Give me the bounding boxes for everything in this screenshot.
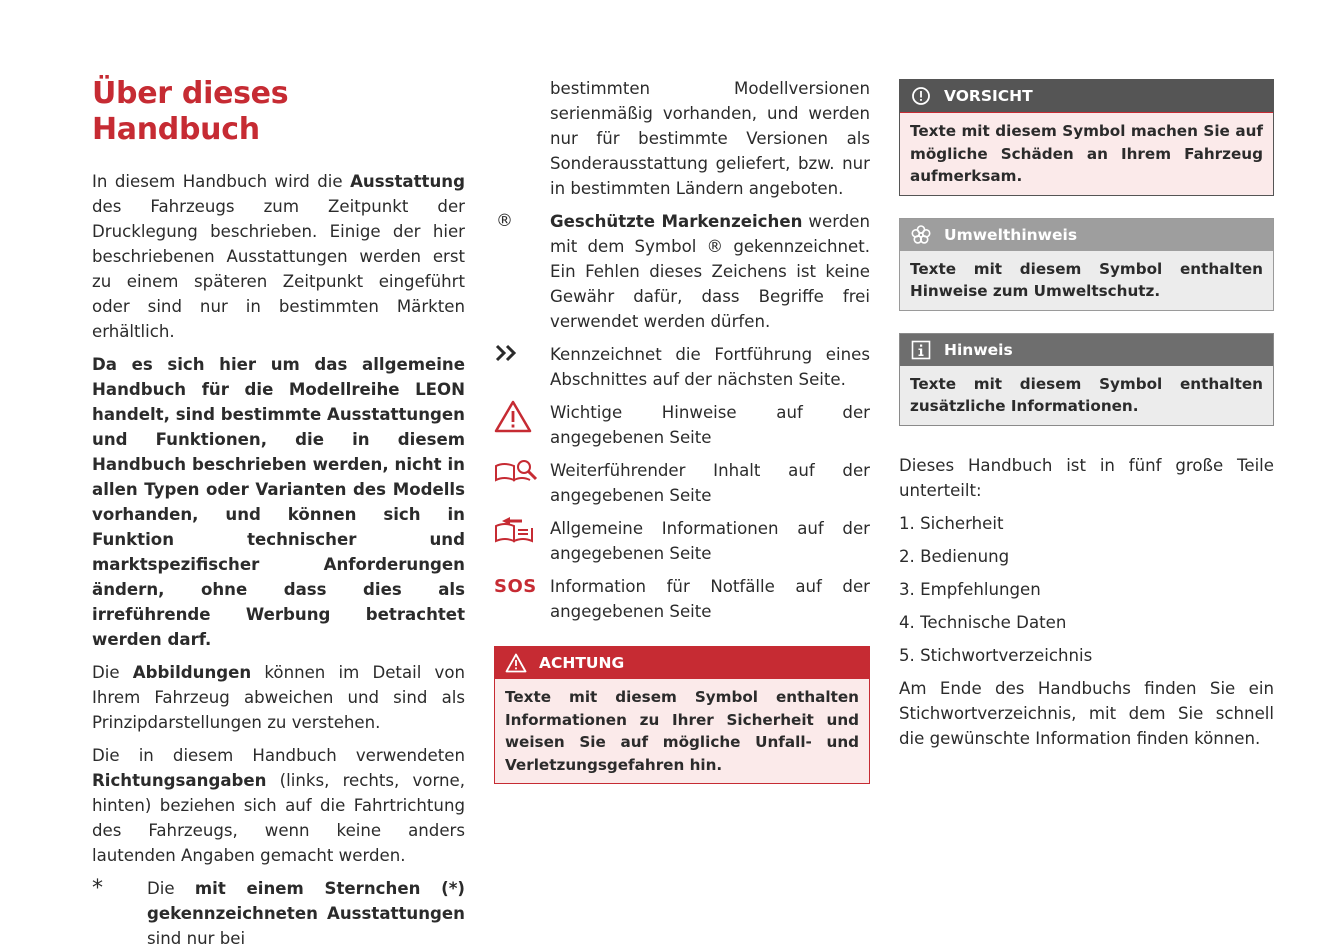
paragraph-illustrations bbox=[92, 660, 465, 735]
notice-header bbox=[495, 647, 869, 679]
list-item: 1. Sicherheit bbox=[899, 513, 1004, 533]
notice-text: Texte mit diesem Symbol machen Sie auf mögliche Schäden an Ihrem Fahrzeug aufmerksam. bbox=[900, 112, 1273, 195]
list-item: 5. Stichwortverzeichnis bbox=[899, 645, 1093, 665]
column-middle bbox=[494, 76, 870, 806]
notice-header bbox=[900, 80, 1273, 112]
notice-box-hinweis bbox=[899, 333, 1274, 426]
notice-text: Texte mit diesem Symbol enthalten Hinweise zum Umweltschutz. bbox=[900, 251, 1273, 310]
notice-header bbox=[900, 334, 1273, 366]
bold-text: mit einem Sternchen (*) gekennzeichneten Ausstattungen bbox=[147, 879, 465, 923]
info-icon bbox=[910, 339, 932, 361]
bold-text: Da es sich hier um das allgemeine Handbuch für die Modellreihe LEON handelt, sind bestimmte Ausstattungen und Funktionen, die in diesem Handbuch beschrieben werden, nicht in allen Typen oder Varianten des Modells vorhanden, und können sich in Funktion technischer und marktspezifischer Anforderungen ändern, ohne dass dies als irreführende Werbung betrachtet werden darf. bbox=[92, 355, 465, 649]
registered-icon bbox=[494, 209, 550, 234]
symbol-description: Weiterführender Inhalt auf der angegebenen Seite bbox=[550, 461, 870, 505]
paragraph-general-manual bbox=[92, 352, 465, 652]
list-item: 2. Bedienung bbox=[899, 546, 1010, 566]
asterisk-item bbox=[92, 876, 465, 951]
notice-box-achtung bbox=[494, 646, 870, 784]
symbol-row-warning bbox=[494, 400, 870, 450]
text: In diesem Handbuch wird die bbox=[92, 172, 351, 191]
notice-text: Texte mit diesem Symbol enthalten zusätzliche Informationen. bbox=[900, 366, 1273, 425]
asterisk-text bbox=[147, 876, 465, 951]
notice-header bbox=[900, 219, 1273, 251]
asterisk-icon: * bbox=[92, 876, 103, 901]
notice-label: VORSICHT bbox=[944, 87, 1033, 105]
warning-triangle-icon bbox=[494, 400, 550, 434]
flower-icon bbox=[910, 224, 932, 246]
asterisk-text-continued: bestimmten Modellversionen serienmäßig vorhanden, und werden nur für bestimmte Versionen als Sonderausstattung geliefert, bzw. nur in bestimmten Ländern angeboten. bbox=[550, 79, 870, 198]
symbol-row-further-content bbox=[494, 458, 870, 508]
text: des Fahrzeugs zum Zeitpunkt der Drucklegung beschrieben. Einige der hier beschriebenen Ausstattungen werden erst zu einem späteren Zeitpunkt eingeführt oder sind nur in bestimmten Märkten erhältlich. bbox=[92, 197, 465, 341]
book-arrow-svg bbox=[494, 516, 540, 544]
book-arrow-icon bbox=[494, 516, 550, 541]
sos-glyph: SOS bbox=[494, 576, 537, 597]
symbol-description: Information für Notfälle auf der angegebenen Seite bbox=[550, 577, 870, 621]
exclamation-circle-icon bbox=[910, 85, 932, 107]
registered-glyph: ® bbox=[496, 211, 513, 231]
info-svg bbox=[911, 340, 931, 360]
parts-list bbox=[899, 511, 1274, 668]
notice-box-vorsicht bbox=[899, 79, 1274, 196]
flower-svg bbox=[910, 224, 932, 246]
notice-text: Texte mit diesem Symbol enthalten Informationen zu Ihrer Sicherheit und weisen Sie auf mögliche Unfall- und Verletzungsgefahren hin. bbox=[495, 679, 869, 783]
symbol-row-general-info bbox=[494, 516, 870, 566]
chevron-svg bbox=[494, 342, 520, 364]
symbol-description: Kennzeichnet die Fortführung eines Abschnittes auf der nächsten Seite. bbox=[550, 345, 870, 389]
notice-label: Hinweis bbox=[944, 340, 1013, 359]
text: Die bbox=[147, 879, 195, 898]
exclamation-circle-svg bbox=[911, 86, 931, 106]
page-title: Über dieses Handbuch bbox=[92, 76, 289, 147]
symbol-row-emergency bbox=[494, 574, 870, 624]
notice-label: Umwelthinweis bbox=[944, 225, 1078, 244]
text: Die bbox=[92, 663, 133, 682]
text: können im Detail von Ihrem Fahrzeug abweichen und sind als Prinzipdarstellungen zu verstehen. bbox=[92, 663, 465, 732]
text: (links, rechts, vorne, hinten) beziehen sich auf die Fahrtrichtung des Fahrzeugs, wenn keine anders lautenden Angaben gemacht werden. bbox=[92, 771, 465, 865]
symbol-row-registered bbox=[494, 209, 870, 334]
text: werden mit dem Symbol ® gekennzeichnet. Ein Fehlen dieses Zeichens ist keine Gewähr dafür, dass Begriffe frei verwendet werden dürfen. bbox=[550, 212, 870, 331]
column-right bbox=[899, 79, 1274, 759]
bold-text: Richtungsangaben bbox=[92, 771, 267, 790]
list-item: 3. Empfehlungen bbox=[899, 579, 1041, 599]
paragraph-equipment bbox=[92, 169, 465, 344]
warning-triangle-icon bbox=[505, 652, 527, 674]
sos-icon bbox=[494, 574, 550, 599]
paragraph-directions bbox=[92, 743, 465, 868]
chevron-right-double-icon bbox=[494, 342, 550, 367]
bold-text: Abbildungen bbox=[132, 663, 252, 682]
text: Die in diesem Handbuch verwendeten bbox=[92, 746, 465, 765]
symbol-description: Allgemeine Informationen auf der angegebenen Seite bbox=[550, 519, 870, 563]
text: sind nur bei bbox=[147, 929, 246, 948]
bold-text: Ausstattung bbox=[350, 172, 465, 191]
symbol-description: Wichtige Hinweise auf der angegebenen Seite bbox=[550, 403, 870, 447]
column-left bbox=[92, 76, 465, 951]
book-search-svg bbox=[494, 458, 540, 484]
book-search-icon bbox=[494, 458, 550, 483]
warning-svg bbox=[494, 400, 532, 434]
list-item: 4. Technische Daten bbox=[899, 612, 1067, 632]
symbol-row-continuation bbox=[494, 342, 870, 392]
symbol-description bbox=[550, 209, 870, 334]
warning-small-svg bbox=[505, 653, 527, 673]
bold-text: Geschützte Markenzeichen bbox=[550, 212, 803, 231]
notice-box-umwelthinweis bbox=[899, 218, 1274, 311]
paragraph-parts-intro: Dieses Handbuch ist in fünf große Teile unterteilt: bbox=[899, 455, 1274, 500]
paragraph-index-note: Am Ende des Handbuchs finden Sie ein Stichwortverzeichnis, mit dem Sie schnell die gewünschte Information finden können. bbox=[899, 678, 1274, 748]
notice-label: ACHTUNG bbox=[539, 654, 625, 672]
